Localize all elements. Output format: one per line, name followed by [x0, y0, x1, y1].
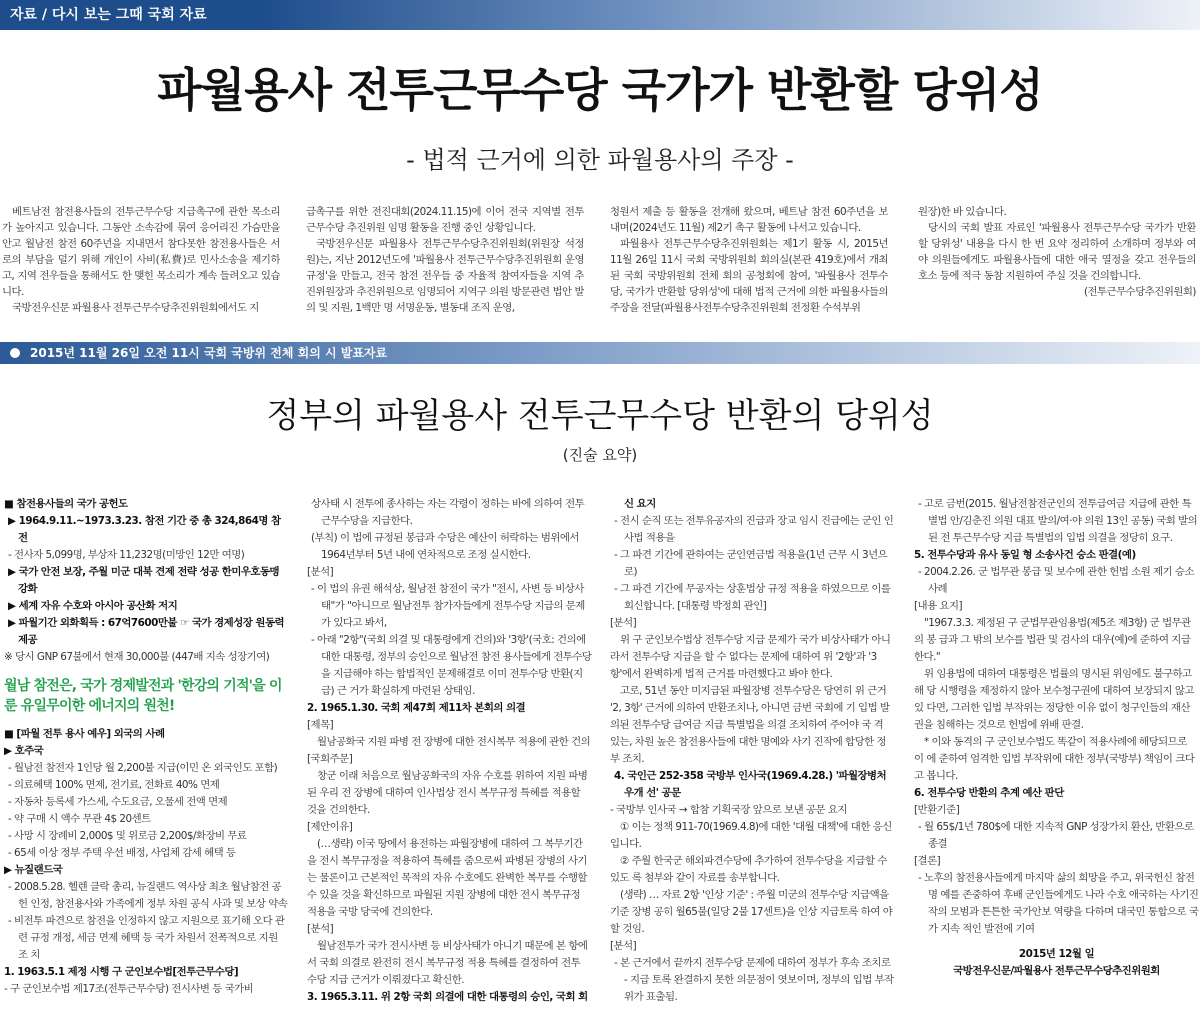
list-item: - 월 65$/1년 780$에 대한 지속적 GNP 성장가치 환산, 반환으로 종결	[918, 821, 1194, 850]
section-heading: 3. 1965.3.11. 위 2항 국회 의결에 대한 대통령의 승인, 국회 회	[307, 991, 588, 1003]
section-label: 자료 / 다시 보는 그때 국회 자료	[10, 7, 207, 23]
list-item: - 아래 "2항"(국회 의결 및 대통령에게 건의)와 '3항'(국호: 건의에 대한 대통령, 정부의 승인으로 월남전 참전 용사들에게 전투수당을 지급해야 하는 합법적인 문제해결로 이미 전투수당 반환(지급) 근 거가 확실하게 마련된 상태임.	[311, 634, 592, 697]
statement-title: 정부의 파월용사 전투근무수당 반환의 당위성	[266, 396, 934, 436]
highlight-quote: 월남 참전은, 국가 경제발전과 '한강의 기적'을 이룬 유일무이한 에너지의 원천!	[4, 678, 282, 714]
list-item: - 전시 순직 또는 전투유공자의 진급과 장교 임시 진급에는 군인 인 사법 적용을	[614, 515, 894, 544]
paragraph: 월남공화국 지원 파병 전 장병에 대한 전시복무 적용에 관한 건의	[317, 736, 591, 748]
statement-subtitle: (진술 요약)	[562, 446, 638, 464]
closing-organization: 국방전우신문/파월용사 전투근무수당추진위원회	[953, 965, 1160, 977]
subheading: [국회주문]	[307, 753, 353, 765]
paragraph: ② 주월 한국군 해외파견수당에 추가하여 전투수당을 지급할 수 있도 록 첨부와 같이 자료를 송부합니다.	[610, 855, 887, 884]
list-item: - 비전투 파견으로 참전을 인정하지 않고 지원으로 표기해 오다 관 련 규정 개정, 세금 면제 혜택 등 국가 차원서 전폭적으로 지원 조 치	[8, 915, 285, 961]
spacer	[914, 938, 1199, 946]
note: ※ 당시 GNP 67불에서 현재 30,000불 (447배 지속 성장기여)	[4, 651, 270, 663]
list-item: - 그 파견 기간에 무공자는 상훈법상 규정 적용을 하였으므로 이를 회신합니다. [대통령 박정희 관인]	[614, 583, 891, 612]
subheading: [분석]	[610, 617, 637, 629]
bullet-dot	[10, 348, 20, 358]
body-column-2	[307, 496, 592, 1028]
list-item: ▶ 세계 자유 수호와 아시아 공산화 저지	[8, 600, 178, 612]
paragraph: ① 이는 정책 911-70(1969.4.8)에 대한 '대월 대책'에 대한 응신입니다.	[610, 821, 892, 850]
list-item: - 자동차 등록세 가스세, 수도요금, 오물세 전액 면제	[8, 796, 228, 808]
list-item: - 고로 금번(2015. 월남전참전군인의 전투급여금 지급에 관한 특별법 안/김춘진 의원 대표 발의/여·야 의원 13인 공동) 국회 발의된 전 투근무수당 지급 특별법의 입법 의결을 정당히 요구.	[918, 498, 1198, 544]
section-heading: 1. 1963.5.1 제정 시행 구 군인보수법[전투근무수당]	[4, 966, 239, 978]
paragraph: 위 임용법에 대하여 대통령은 법률의 명시된 위임에도 불구하고 해 당 시행령을 제정하지 않아 보수청구권에 대하여 보장되지 않고 있 다면, 그러한 입법 부작위는 정당한 이유 없이 청구인들의 재산권을 침해하는 것으로 헌법에 위배 판결.	[914, 668, 1194, 731]
intro-column-4	[918, 204, 1196, 338]
list-item: - 그 파견 기간에 관하여는 군인연금법 적용을(1년 근무 시 3년으로)	[614, 549, 888, 578]
main-title: 파월용사 전투근무수당 국가가 반환할 당위성	[157, 63, 1043, 117]
list-item: - 사망 시 장례비 2,000$ 및 위로금 2,200$/화장비 무료	[8, 830, 247, 842]
subheading: [결론]	[914, 855, 941, 867]
list-item: ▶ 1964.9.11.~1973.3.23. 참전 기간 중 총 324,864명 참전	[8, 515, 281, 544]
main-subtitle: - 법적 근거에 의한 파월용사의 주장 -	[406, 146, 794, 174]
paragraph: 상사태 시 전투에 종사하는 자는 각령이 정하는 바에 의하여 전투근무수당을 지급한다.	[311, 498, 585, 527]
section-heading: ■ 참전용사들의 국가 공헌도	[4, 498, 128, 510]
list-item: - 구 군인보수법 제17조(전투근무수당) 전시사변 등 국가비	[4, 983, 254, 995]
subheading: [제목]	[307, 719, 334, 731]
intro-signature: (전투근무수당추진위원회)	[1083, 286, 1196, 298]
subheading: [분석]	[307, 566, 334, 578]
intro-column-3	[610, 204, 888, 338]
intro-paragraph: 급촉구를 위한 전진대회(2024.11.15)에 이어 전국 지역별 전투근무수당 추진위원 임명 활동을 진행 중인 상황입니다.	[306, 206, 584, 234]
paragraph: (생략) … 자료 2항 '인상 기준' : 주월 미군의 전투수당 지급액을 기준 장병 공히 월65불(일당 2불 17센트)을 인상 지급토록 하여 야 할 것임.	[610, 889, 893, 935]
paragraph: 창군 이래 처음으로 월남공화국의 자유 수호를 위하여 지원 파병 된 우리 전 장병에 대하여 인사법상 전시 복무규정 특혜를 적용할 것을 건의한다.	[307, 770, 588, 816]
body-column-3	[610, 496, 895, 1028]
list-item: - 의료혜택 100% 면제, 전기료, 전화료 40% 면제	[8, 779, 220, 791]
list-item: - 65세 이상 정부 주택 우선 배정, 사업체 감세 혜택 등	[8, 847, 236, 859]
section-heading: 신 요지	[624, 498, 656, 510]
banner-text: 2015년 11월 26일 오전 11시 국회 국방위 전체 회의 시 발표자료	[30, 346, 388, 360]
intro-paragraph: 원장)한 바 있습니다.	[918, 206, 1007, 218]
closing-date: 2015년 12월 일	[1018, 948, 1095, 960]
intro-column-2	[306, 204, 584, 338]
paragraph: 월남전투가 국가 전시사변 등 비상사태가 아니기 때문에 본 항에 서 국회 의결로 완전히 전시 복무규정 적용 특혜를 결정하여 전투 수당 지급 근거가 이뤄졌다고 확신한.	[307, 940, 588, 986]
body-column-1	[4, 496, 289, 1028]
intro-paragraph: 파월용사 전투근무수당추진위원회는 제1기 활동 시, 2015년 11월 26일 11시 국회 국방위원회 회의실(본관 419호)에서 개최된 국회 국방위원회 전체 회의 공청회에 참여, '파월용사 전투수당, 국가가 반환할 당위성'에 대해 법적 근거에 의한 파월용사들의 주장을 전달(파월용사전투수당추진위원회 전정환 수석부위	[610, 238, 888, 314]
list-item: - 이 법의 유권 해석상, 월남전 참전이 국가 "전시, 사변 등 비상사태"가 "아니므로 월남전투 참가자들에게 전투수당 지급의 문제가 있다고 봐서,	[311, 583, 585, 629]
intro-column-1	[2, 204, 280, 338]
paragraph: (부칙) 이 법에 규정된 봉급과 수당은 예산이 허락하는 범위에서 1964년부터 5년 내에 연차적으로 조정 실시한다.	[311, 532, 579, 561]
list-item: - 월남전 참전자 1인당 월 2,200불 지급(이민 온 외국인도 포함)	[8, 762, 278, 774]
list-item: - 전사자 5,099명, 부상자 11,232명(미망인 12만 여명)	[8, 549, 245, 561]
list-item: - 국방부 인사국 → 합참 기획국장 앞으로 보낸 공문 요지	[610, 804, 847, 816]
list-item: - 약 구매 시 액수 무관 4$ 20센트	[8, 813, 151, 825]
section-heading: 6. 전투수당 반환의 추계 예산 판단	[914, 787, 1064, 799]
presentation-banner	[0, 342, 1200, 364]
subheading: [내용 요지]	[914, 600, 963, 612]
paragraph: "1967.3.3. 제정된 구 군법무관임용법(제5조 제3항) 군 법무관의 봉 급과 그 밖의 보수를 법관 및 검사의 대우(예)에 준하여 지급한다."	[914, 617, 1191, 663]
list-item: ▶ 국가 안전 보장, 주월 미군 대북 견제 전략 성공 한미우호동맹 강화	[8, 566, 280, 595]
list-item: - 2008.5.28. 헬렌 클락 총리, 뉴질랜드 역사상 최초 월남참전 공헌 인정, 참전용사와 가족에게 정부 차원 공식 사과 및 보상 약속	[8, 881, 288, 910]
list-item: - 본 근거에서 끝까지 전투수당 문제에 대하여 정부가 후속 조치로 - 지급 토록 완결하지 못한 의문점이 엿보이며, 정부의 입법 부작위가 표출됨.	[614, 957, 894, 1003]
body-column-4	[914, 496, 1199, 1028]
subheading: [제안이유]	[307, 821, 353, 833]
intro-paragraph: 당시의 국회 발표 자료인 '파월용사 전투근무수당 국가가 반환할 당위성' 내용을 다시 한 번 요약 정리하여 소개하며 정부와 여야 의원들에게도 파월용사들에 대한 애국 열정을 갖고 전우들의 호소 등에 적극 동참 지원하여 주실 것을 건의합니다.	[918, 222, 1196, 282]
section-heading: 2. 1965.1.30. 국회 제47회 제11차 본회의 의결	[307, 702, 526, 714]
header-gradient	[260, 0, 1200, 30]
section-heading: ■ [파월 전투 용사 예우] 외국의 사례	[4, 728, 165, 740]
subheading: [분석]	[307, 923, 334, 935]
intro-paragraph: 국방전우신문 파월용사 전투근무수당추진위원회에서도 지	[12, 302, 259, 314]
list-item: - 노후의 참전용사들에게 마지막 삶의 희망을 주고, 위국헌신 참전 명 예를 존중하여 후배 군인들에게도 나라 수호 애국하는 사기진작의 모범과 튼튼한 국가안보 역량을 다하며 대국민 통합으로 국가 지속 적인 발전에 기여	[918, 872, 1199, 935]
paragraph: (…생략) 이국 땅에서 용전하는 파월장병에 대하여 그 복무기간을 전시 복무규정을 적용하여 특혜를 줌으로써 파병된 장병의 사기는 물론이고 근본적인 목적의 자유 수호에도 완벽한 복무를 수행할 수 있을 것을 확신하므로 파월된 지원 장병에 대한 전시 복무규정 적용을 국방 당국에 건의한다.	[307, 838, 587, 918]
subheading: [분석]	[610, 940, 637, 952]
list-item: - 2004.2.26. 군 법무관 봉급 및 보수에 관한 헌법 소원 제기 승소 사례	[918, 566, 1195, 595]
country-heading: ▶ 뉴질랜드국	[4, 864, 63, 876]
intro-paragraph: 청원서 제출 등 활동을 전개해 왔으며, 베트남 참전 60주년을 보내며(2024년도 11월) 제2기 촉구 활동에 나서고 있습니다.	[610, 206, 888, 234]
country-heading: ▶ 호주국	[4, 745, 44, 757]
paragraph: 고로, 51년 동안 미지급된 파월장병 전투수당은 당연히 위 근거 '2, 3항' 근거에 의하여 반환조치나, 아니면 금번 국회에 기 입법 발의된 전투수당 급여금 지급 특별법을 의결 조치하여 주어야 국 격 있는, 차원 높은 참전용사들에 대한 명예와 사기 진작에 합당한 정부 조치.	[610, 685, 890, 765]
section-heading: 5. 전투수당과 유사 동일 형 소송사건 승소 판결(예)	[914, 549, 1136, 561]
section-header-bar	[0, 0, 1200, 30]
intro-paragraph: 국방전우신문 파월용사 전투근무수당추진위원회(위원장 석정원)는, 지난 2012년도에 '파월용사 전투근무수당추진위원회 운영 규정'을 만들고, 전국 참전 전우들 중 자율적 참여자들을 지역 추진위원장과 추진위원으로 임명되어 지역구 의원 방문관련 법안 발의 및 지원, 1백만 명 서명운동, 별동대 조직 운영,	[306, 238, 584, 314]
intro-paragraph: 베트남전 참전용사들의 전투근무수당 지급촉구에 관한 목소리가 높아지고 있습니다. 그동안 소속감에 묶여 응어리진 가슴만을 안고 월남전 참전 60주년을 지내면서 참다못한 참전용사들은 서로의 부담을 덜기 위해 개인이 사비(私費)로 민사소송을 제기하고, 지역 전우들을 통해서도 한 맺힌 목소리가 계속 들려오고 있습니다.	[2, 206, 280, 298]
section-heading: 4. 국인근 252-358 국방부 인사국(1969.4.28.) '파월장병처우개 선' 공문	[614, 770, 887, 799]
paragraph: 위 구 군인보수법상 전투수당 지급 문제가 국가 비상사태가 아니 라서 전투수당 지급을 할 수 없다는 문제에 대하여 위 '2항'과 '3 항'에서 완벽하게 법적 근거를 마련했다고 봐야 한다.	[610, 634, 891, 680]
paragraph: * 이와 동격의 구 군인보수법도 똑같이 적용사례에 해당되므로 이 에 준하여 엄격한 입법 부작위에 대한 정부(국방부) 책임이 크다고 봅니다.	[914, 736, 1195, 782]
subheading: [반환기준]	[914, 804, 960, 816]
list-item: ▶ 파월기간 외화획득 : 67억7600만불 ☞ 국가 경제성장 원동력 제공	[8, 617, 285, 646]
